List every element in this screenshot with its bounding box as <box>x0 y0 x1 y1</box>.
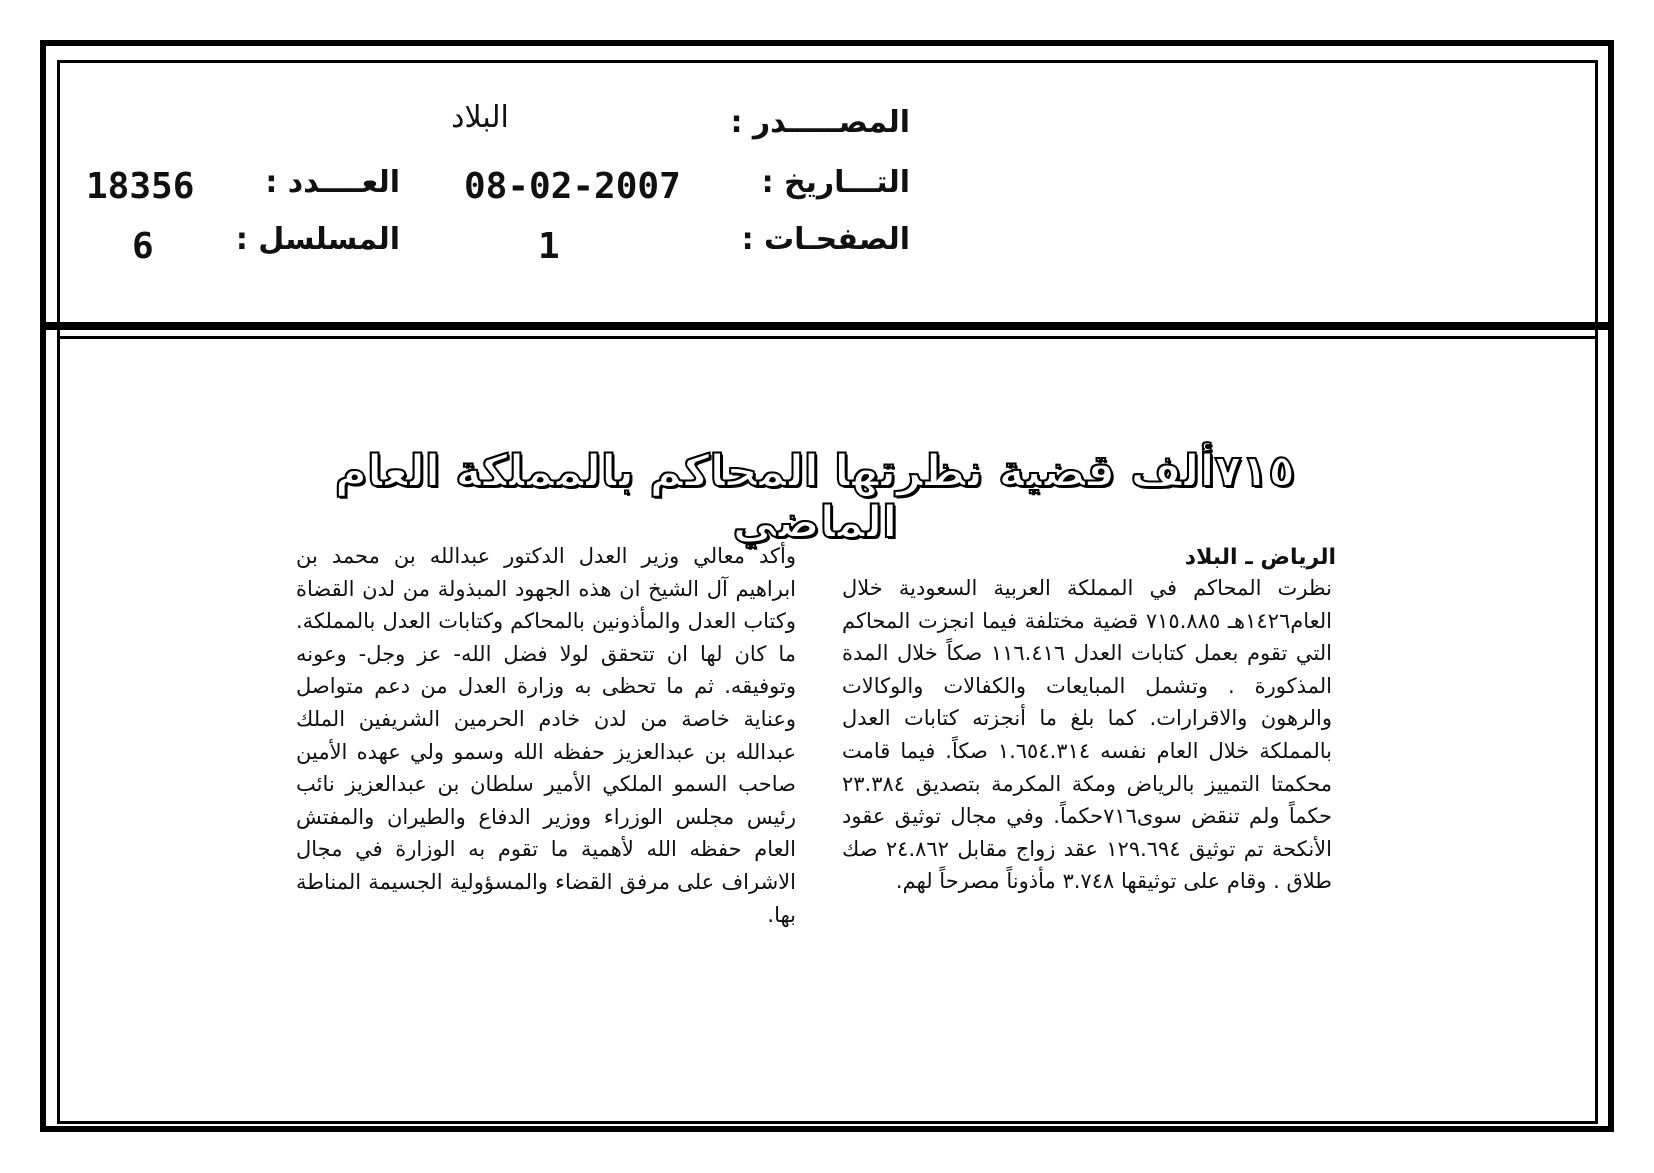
source-value: البلاد <box>451 100 509 135</box>
issue-label: العــــدد : <box>265 165 400 200</box>
date-label: التـــاريخ : <box>761 165 910 200</box>
article-column-right: نظرت المحاكم في المملكة العربية السعودية خلال العام١٤٢٦هـ ٧١٥.٨٨٥ قضية مختلفة فيما انجزت المحاكم التي تقوم بعمل كتابات العدل ١١٦.٤١٦ صكاً خلال المدة المذكورة . وتشمل المبايعات والكفالات والوكالات والرهون والاقرارات. كما بلغ ما أنجزته كتابات العدل بالمملكة خلال العام نفسه ١.٦٥٤.٣١٤ صكاً. فيما قامت محكمتا التمييز بالرياض ومكة المكرمة بتصديق ٢٣.٣٨٤ حكماً ولم تنقض سوى٧١٦حكماً. وفي مجال توثيق عقود الأنكحة تم توثيق ١٢٩.٦٩٤ عقد زواج مقابل ٢٤.٨٦٢ صك طلاق . وقام على توثيقها ٣.٧٤٨ مأذوناً مصرحاً لهم. <box>842 576 1332 894</box>
serial-label: المسلسل : <box>235 222 400 257</box>
date-value: 08-02-2007 <box>464 166 681 207</box>
serial-value: 6 <box>132 226 154 267</box>
pages-label: الصفحـات : <box>741 222 910 257</box>
inner-frame <box>57 60 1598 1124</box>
header-divider <box>40 322 1614 330</box>
article-column-left: وأكد معالي وزير العدل الدكتور عبدالله بن محمد بن ابراهيم آل الشيخ ان هذه الجهود المبذولة من لدن القضاة وكتاب العدل والمأذونين بالمحاكم وكتابات العدل بالمملكة. ما كان لها ان تتحقق لولا فضل الله- عز وجل- وعونه وتوفيقه. ثم ما تحظى به وزارة العدل من دعم متواصل وعناية خاصة من لدن خادم الحرمين الشريفين الملك عبدالله بن عبدالعزيز حفظه الله وسمو ولي عهده الأمين صاحب السمو الملكي الأمير سلطان بن عبدالعزيز نائب رئيس مجلس الوزراء ووزير الدفاع والطيران والمفتش العام حفظه الله لأهمية ما تقوم به الوزارة في مجال الاشراف على مرفق القضاء والمسؤولية الجسيمة المناطة بها. <box>296 544 796 927</box>
pages-value: 1 <box>538 226 560 267</box>
article-headline: ٧١٥ألف قضية نظرتها المحاكم بالمملكة العام الماضي <box>334 446 1296 548</box>
article-byline: الرياض ـ البلاد <box>1184 545 1336 570</box>
header-divider-inner <box>57 336 1598 339</box>
source-label: المصـــــدر : <box>730 105 910 140</box>
issue-value: 18356 <box>86 166 195 207</box>
